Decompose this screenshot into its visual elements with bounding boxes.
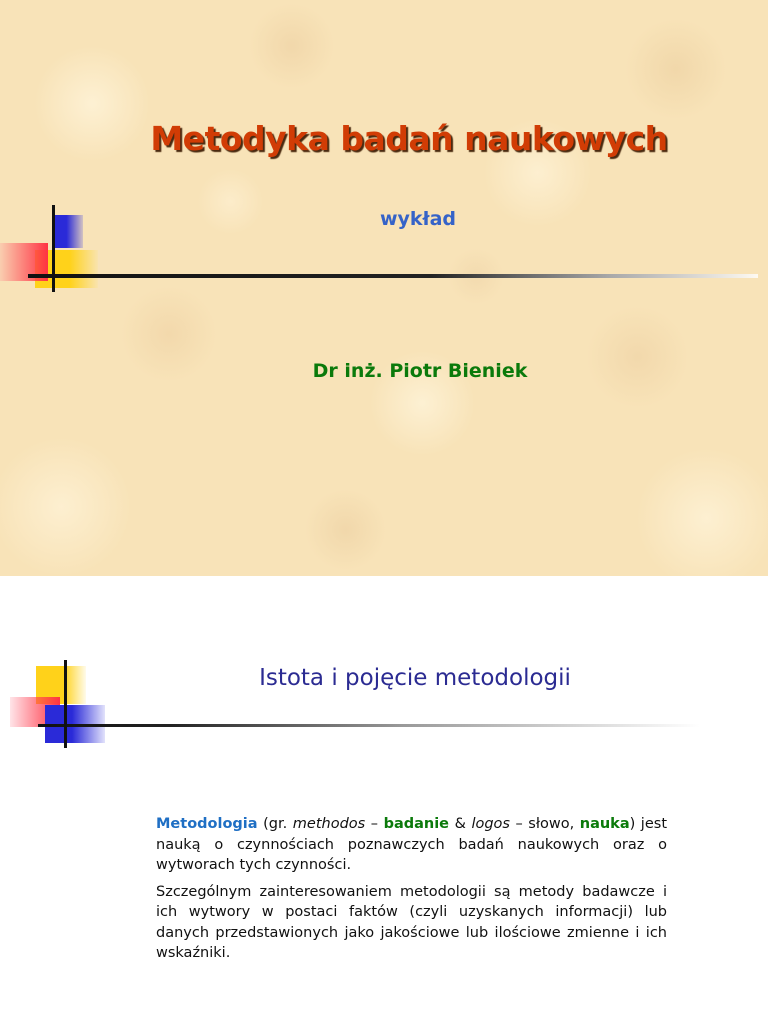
horizontal-rule — [38, 724, 700, 727]
term-badanie: badanie — [383, 816, 450, 832]
author-name: Dr inż. Piotr Bieniek — [312, 360, 528, 382]
term-metodologia: Metodologia — [156, 816, 258, 832]
term-nauka: nauka — [579, 816, 630, 832]
horizontal-rule — [28, 274, 758, 278]
definition-paragraph — [156, 814, 667, 876]
text-run: (gr. — [257, 816, 293, 832]
text-run: – — [365, 816, 384, 832]
slide-body — [156, 814, 667, 970]
content-slide — [0, 576, 768, 1024]
focus-paragraph: Szczególnym zainteresowaniem metodologii są metody badawcze i ich wytwory w postaci faktów (czyli uzyskanych informacji) lub danych przedstawionych jako jakościowe lub ilościowe zmienne i ich wskaźniki. — [156, 883, 667, 961]
slide-heading: Istota i pojęcie metodologii — [259, 665, 571, 691]
text-run: & — [449, 816, 472, 832]
term-logos: logos — [471, 816, 510, 832]
presentation-title: Metodyka badań naukowych — [150, 119, 668, 158]
presentation-subtitle: wykład — [379, 208, 457, 230]
term-methodos: methodos — [292, 816, 366, 832]
text-run: – słowo, — [509, 816, 580, 832]
text-run: ) jest nauką o czynnościach poznawczych badań naukowych oraz o wytworach tych czynności. — [156, 816, 668, 873]
